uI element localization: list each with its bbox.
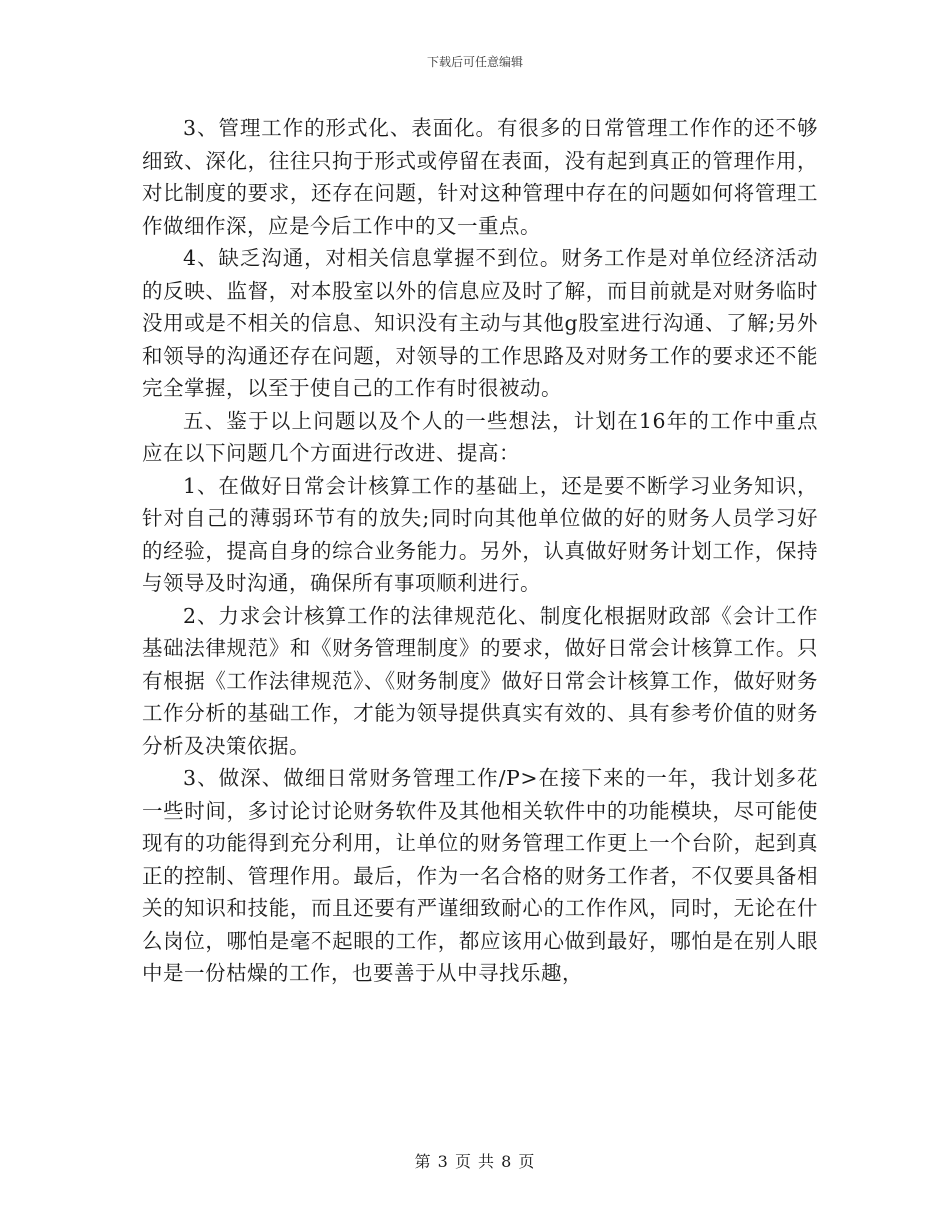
paragraph: 1、在做好日常会计核算工作的基础上，还是要不断学习业务知识，针对自己的薄弱环节有的放失;同时向其他单位做的好的财务人员学习好的经验，提高自身的综合业务能力。另外，认真做好财务计划工作，保持与领导及时沟通，确保所有事项顺利进行。 — [142, 473, 818, 595]
paragraph: 2、力求会计核算工作的法律规范化、制度化根据财政部《会计工作基础法律规范》和《财务管理制度》的要求，做好日常会计核算工作。只有根据《工作法律规范》、《财务制度》做好日常会计核算工作，做好财务工作分析的基础工作，才能为领导提供真实有效的、具有参考价值的财务分析及决策依据。 — [142, 603, 818, 758]
page-footer: 第 3 页 共 8 页 — [414, 1152, 536, 1171]
paragraph: 五、鉴于以上问题以及个人的一些想法，计划在16年的工作中重点应在以下问题几个方面进行改进、提高： — [142, 408, 818, 465]
page-header: 下载后可任意编辑 — [426, 55, 523, 69]
document-body — [142, 112, 818, 990]
paragraph: 3、做深、做细日常财务管理工作/P>在接下来的一年，我计划多花一些时间，多讨论讨论财务软件及其他相关软件中的功能模块，尽可能使现有的功能得到充分利用，让单位的财务管理工作更上一个台阶，起到真正的控制、管理作用。最后，作为一名合格的财务工作者，不仅要具备相关的知识和技能，而且还要有严谨细致耐心的工作作风，同时，无论在什么岗位，哪怕是毫不起眼的工作，都应该用心做到最好，哪怕是在别人眼中是一份枯燥的工作，也要善于从中寻找乐趣， — [142, 766, 818, 985]
paragraph: 4、缺乏沟通，对相关信息掌握不到位。财务工作是对单位经济活动的反映、监督，对本股室以外的信息应及时了解，而目前就是对财务临时没用或是不相关的信息、知识没有主动与其他g股室进行沟通、了解;另外和领导的沟通还存在问题，对领导的工作思路及对财务工作的要求还不能完全掌握，以至于使自己的工作有时很被动。 — [142, 246, 818, 400]
paragraph: 3、管理工作的形式化、表面化。有很多的日常管理工作作的还不够细致、深化，往往只拘于形式或停留在表面，没有起到真正的管理作用，对比制度的要求，还存在问题，针对这种管理中存在的问题如何将管理工作做细作深，应是今后工作中的又一重点。 — [142, 116, 818, 238]
